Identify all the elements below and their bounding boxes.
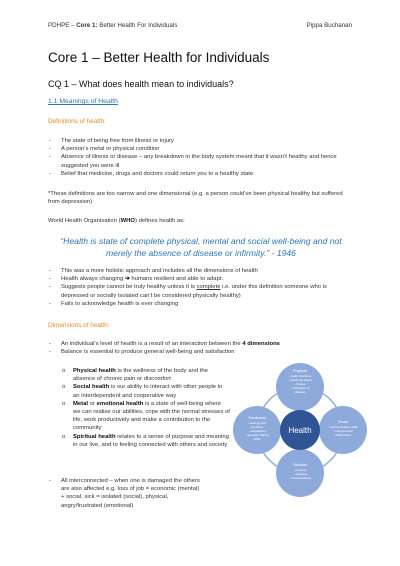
svg-text:- bodily functions: - bodily functions bbox=[288, 374, 312, 378]
definitions-list bbox=[48, 137, 354, 178]
svg-text:Health: Health bbox=[288, 426, 312, 435]
svg-text:Spiritual: Spiritual bbox=[293, 463, 307, 467]
svg-text:emotions: emotions bbox=[250, 425, 264, 429]
spiritual-node bbox=[276, 449, 324, 497]
health-center-node bbox=[280, 410, 320, 450]
list-item: - Suggests people cannot be truly healthy unless it is complete i.e. under this definition someone who is depressed or socially isolated can’t be considered physically healthy) bbox=[48, 283, 354, 299]
list-item: - Absence of illness or disease – any breakdown in the body system meant that it wasn’t healthy and hence suggested you were ill bbox=[48, 153, 354, 169]
svg-text:Physical: Physical bbox=[292, 369, 308, 373]
svg-text:- connectedness: - connectedness bbox=[288, 476, 312, 480]
content-question-heading: CQ 1 – What does health mean to individuals? bbox=[48, 79, 234, 89]
emotional-node bbox=[233, 406, 281, 454]
physical-node bbox=[276, 363, 324, 411]
svg-text:- fitness: - fitness bbox=[294, 382, 306, 386]
definitions-note: *These definitions are too narrow and one dimensional (e.g. a person could’ve been physical healthy but suffered from depression) bbox=[48, 191, 343, 206]
svg-text:disease: disease bbox=[294, 390, 306, 394]
section-heading: 1.1 Meanings of Health bbox=[48, 98, 118, 105]
who-intro: World Health Organisation (WHO) defines health as: bbox=[48, 218, 185, 224]
arrow-icon: ➔ bbox=[124, 276, 130, 283]
dimensions-heading: Dimensions of health: bbox=[48, 322, 110, 329]
list-item: - An individual’s level of health is a result of an interaction between the 4 dimensions bbox=[48, 340, 354, 348]
list-item: - Health always changing ➔ humans resilient and able to adapt. bbox=[48, 275, 354, 283]
svg-text:Social: Social bbox=[337, 420, 349, 424]
list-item: - The state of being free from illness or injury bbox=[48, 137, 354, 145]
page-title: Core 1 – Better Health for Individuals bbox=[48, 50, 270, 65]
svg-text:Emotional: Emotional bbox=[248, 416, 266, 420]
list-item: - A person’s metal or physical condition bbox=[48, 145, 354, 153]
health-dimensions-diagram bbox=[232, 362, 368, 498]
definitions-heading: Definitions of health: bbox=[48, 118, 106, 125]
list-item: - Balance is essential to produce general well-being and satisfaction bbox=[48, 348, 354, 356]
list-item: - Belief that medicine, drugs and doctors could return you to a healthy state bbox=[48, 170, 354, 178]
who-quote: “Health is state of complete physical, mental and social well-being and not merely the absence of disease or infirmity.” - 1946 bbox=[60, 236, 342, 258]
svg-text:- resistance to: - resistance to bbox=[290, 386, 310, 390]
svg-text:- feelings and: - feelings and bbox=[247, 421, 267, 425]
list-item-spiritual: o Spiritual health relates to a sense of purpose and meaning in our live, and to feeling connected with others and society bbox=[60, 433, 230, 449]
list-item: - Fails to acknowledge health is ever changing bbox=[48, 300, 354, 308]
svg-text:- interpersonal: - interpersonal bbox=[333, 429, 353, 433]
svg-text:- adaptations: - adaptations bbox=[248, 429, 266, 433]
social-node bbox=[319, 406, 367, 454]
interconnected-note: - All interconnected – when one is damaged the others are also affected e.g. loss of job = economic (mental) + social, sick = isolated (social), physical, angry/frustrated (emotional) bbox=[48, 477, 201, 510]
list-item-physical: o Physical health is the wellness of the body and the absence of chronic pain or discomfort bbox=[60, 367, 230, 383]
who-points-list bbox=[48, 267, 354, 308]
svg-text:- decision making: - decision making bbox=[245, 433, 269, 437]
svg-text:skills: skills bbox=[253, 437, 261, 441]
dimensions-sublist bbox=[60, 367, 230, 449]
list-item-emotional: o Metal or emotional health is a state of well-being where we can realise our abilities, cope with the normal stresses of life, work productively and make a contribution to the community bbox=[60, 400, 230, 433]
svg-text:- meaning: - meaning bbox=[293, 472, 307, 476]
list-item: - This was a more holistic approach and includes all the dimensions of health bbox=[48, 267, 354, 275]
svg-text:- communication skills: - communication skills bbox=[328, 425, 358, 429]
dimensions-list bbox=[48, 340, 354, 356]
svg-text:- purpose: - purpose bbox=[293, 468, 307, 472]
header-course: PDHPE – Core 1: Better Health For Individuals bbox=[48, 22, 178, 29]
svg-text:- nutritional status: - nutritional status bbox=[288, 378, 312, 382]
svg-text:relationships: relationships bbox=[334, 433, 352, 437]
list-item-social: o Social health is our ability to interact with other people in an interdependent and cooperative way bbox=[60, 383, 230, 399]
header-author: Pippa Buchanan bbox=[306, 22, 352, 29]
